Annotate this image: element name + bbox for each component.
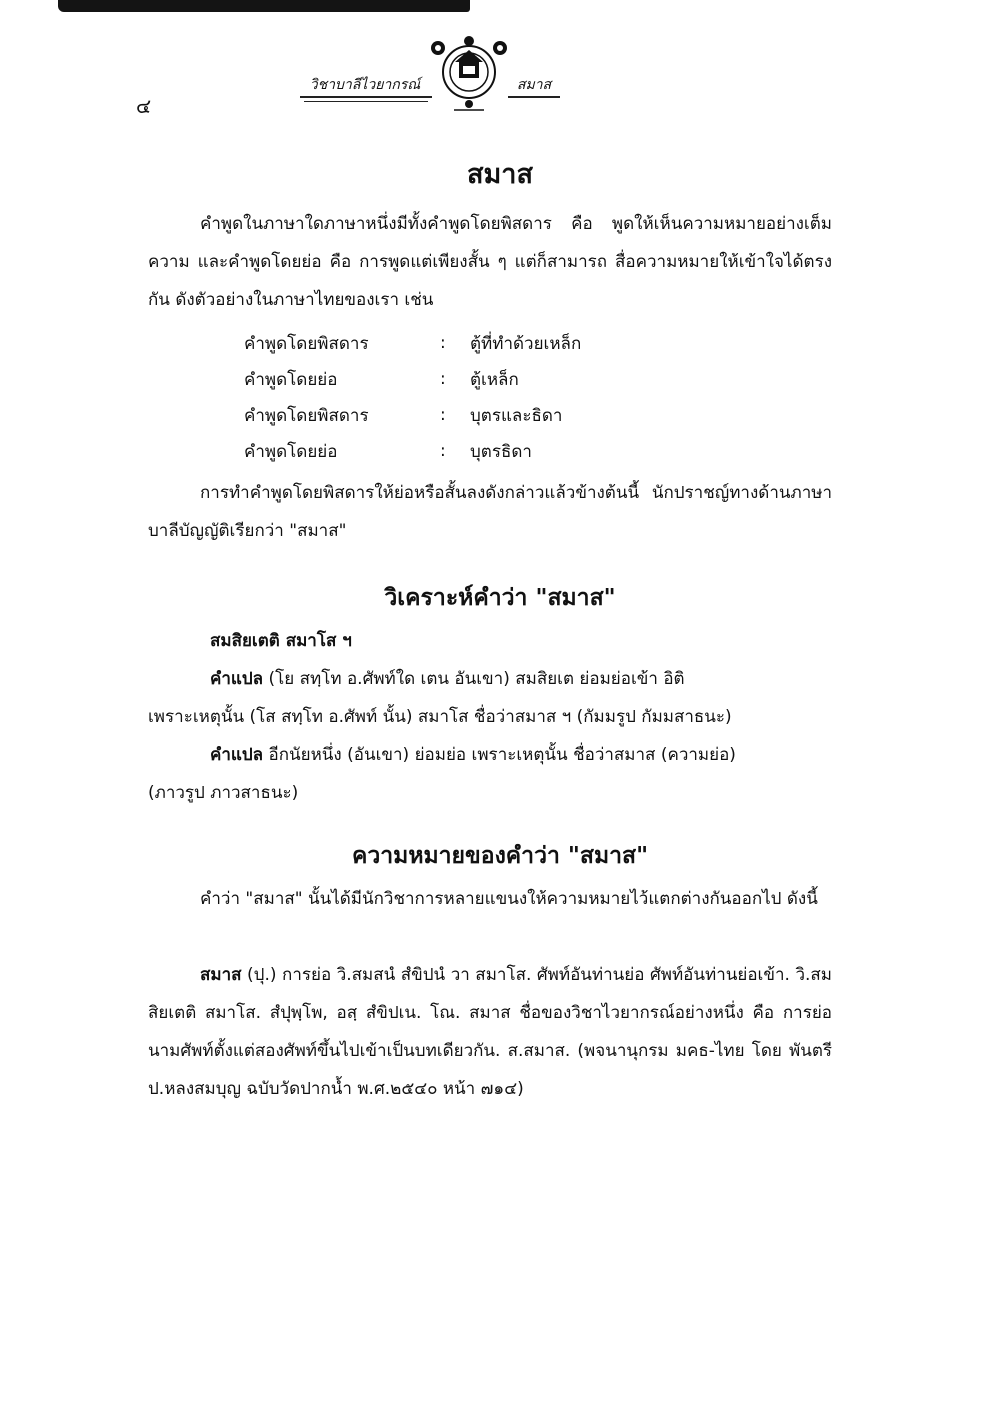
example-term: คำพูดโดยพิสดาร xyxy=(244,333,369,354)
meaning-paragraph: คำว่า "สมาส" นั้นได้มีนักวิชาการหลายแขนงให้ความหมายไว้แตกต่างกันออกไป ดังนี้ xyxy=(200,889,818,909)
translation-2 xyxy=(148,736,832,812)
header-rule-left-thin xyxy=(304,101,428,102)
scan-edge-shadow xyxy=(58,0,470,12)
translation-1-text-1: (โย สทฺโท อ.ศัพท์ใด เตน อันเขา) สมสิยเต ย่อมย่อเข้า อิติ xyxy=(268,669,685,689)
definition-paragraph xyxy=(148,956,832,1108)
definition-term: สมาส xyxy=(200,965,242,985)
example-colon: : xyxy=(440,405,446,425)
definition-text: (ปุ.) การย่อ วิ.สมสนํ สํขิปนํ วา สมาโส. ศัพท์อันท่านย่อ ศัพท์อันท่านย่อเข้า. วิ.สมสิยเตติ สมาโส. สํปุพฺโพ, อสฺ สํขิปเน. โณ. สมาส ชื่อของวิชาไวยากรณ์อย่างหนึ่ง คือ การย่อนามศัพท์ตั้งแต่สองศัพท์ขึ้นไปเข้าเป็นบทเดียวกัน. ส.สมาส. (พจนานุกรม มคธ-ไทย โดย พันตรี ป.หลงสมบุญ ฉบับวัดปากน้ำ พ.ศ.๒๕๔๐ หน้า ๗๑๔) xyxy=(148,965,833,1099)
example-list xyxy=(244,325,684,469)
intro-paragraph: คำพูดในภาษาใดภาษาหนึ่งมีทั้งคำพูดโดยพิสดาร คือ พูดให้เห็นความหมายอย่างเต็มความ และคำพูดโดยย่อ คือ การพูดแต่เพียงสั้น ๆ แต่ก็สามารถ สื่อความหมายให้เข้าใจได้ตรงกัน ดังตัวอย่างในภาษาไทยของเรา เช่น xyxy=(148,214,832,310)
example-colon: : xyxy=(440,441,446,461)
page-number: ๔ xyxy=(136,94,152,118)
translation-1 xyxy=(148,660,832,736)
analysis-heading: วิเคราะห์คำว่า "สมาส" xyxy=(384,585,616,611)
example-colon: : xyxy=(440,333,446,353)
institution-seal-icon xyxy=(426,36,512,116)
example-term: คำพูดโดยย่อ xyxy=(244,369,338,390)
translation-1-line-2: เพราะเหตุนั้น (โส สทฺโท อ.ศัพท์ นั้น) สมาโส ชื่อว่าสมาส ฯ (กัมมรูป กัมมสาธนะ) xyxy=(148,707,732,727)
translation-1-line-1 xyxy=(148,660,832,698)
example-row xyxy=(244,397,684,433)
example-value: บุตรธิดา xyxy=(470,441,532,462)
example-value: ตู้ที่ทำด้วยเหล็ก xyxy=(470,333,582,354)
analysis-formula xyxy=(210,622,832,660)
example-term: คำพูดโดยพิสดาร xyxy=(244,405,369,426)
header-chapter-label: สมาส xyxy=(516,77,552,93)
example-colon: : xyxy=(440,369,446,389)
example-term: คำพูดโดยย่อ xyxy=(244,441,338,462)
page-title: สมาส xyxy=(467,159,533,190)
example-row xyxy=(244,361,684,397)
translation-2-label: คำแปล xyxy=(210,745,264,765)
summary-paragraph: การทำคำพูดโดยพิสดารให้ย่อหรือสั้นลงดังกล่าวแล้วข้างต้นนี้ นักปราชญ์ทางด้านภาษาบาลีบัญญัติเรียกว่า "สมาส" xyxy=(148,483,832,541)
translation-2-text-1: อีกนัยหนึ่ง (อันเขา) ย่อมย่อ เพราะเหตุนั้น ชื่อว่าสมาส (ความย่อ) xyxy=(268,745,736,765)
translation-2-line-2: (ภาวรูป ภาวสาธนะ) xyxy=(148,783,299,803)
example-row xyxy=(244,325,684,361)
header-rule-left xyxy=(300,96,432,98)
example-row xyxy=(244,433,684,469)
header-course-title: วิชาบาลีไวยากรณ์ xyxy=(309,77,421,93)
header-rule-right xyxy=(508,96,560,98)
example-value: ตู้เหล็ก xyxy=(470,369,519,390)
example-value: บุตรและธิดา xyxy=(470,405,563,426)
formula-text: สมสิยเตติ สมาโส ฯ xyxy=(210,631,352,651)
translation-1-label: คำแปล xyxy=(210,669,264,689)
translation-2-line-1 xyxy=(148,736,832,774)
meaning-heading: ความหมายของคำว่า "สมาส" xyxy=(351,843,649,869)
